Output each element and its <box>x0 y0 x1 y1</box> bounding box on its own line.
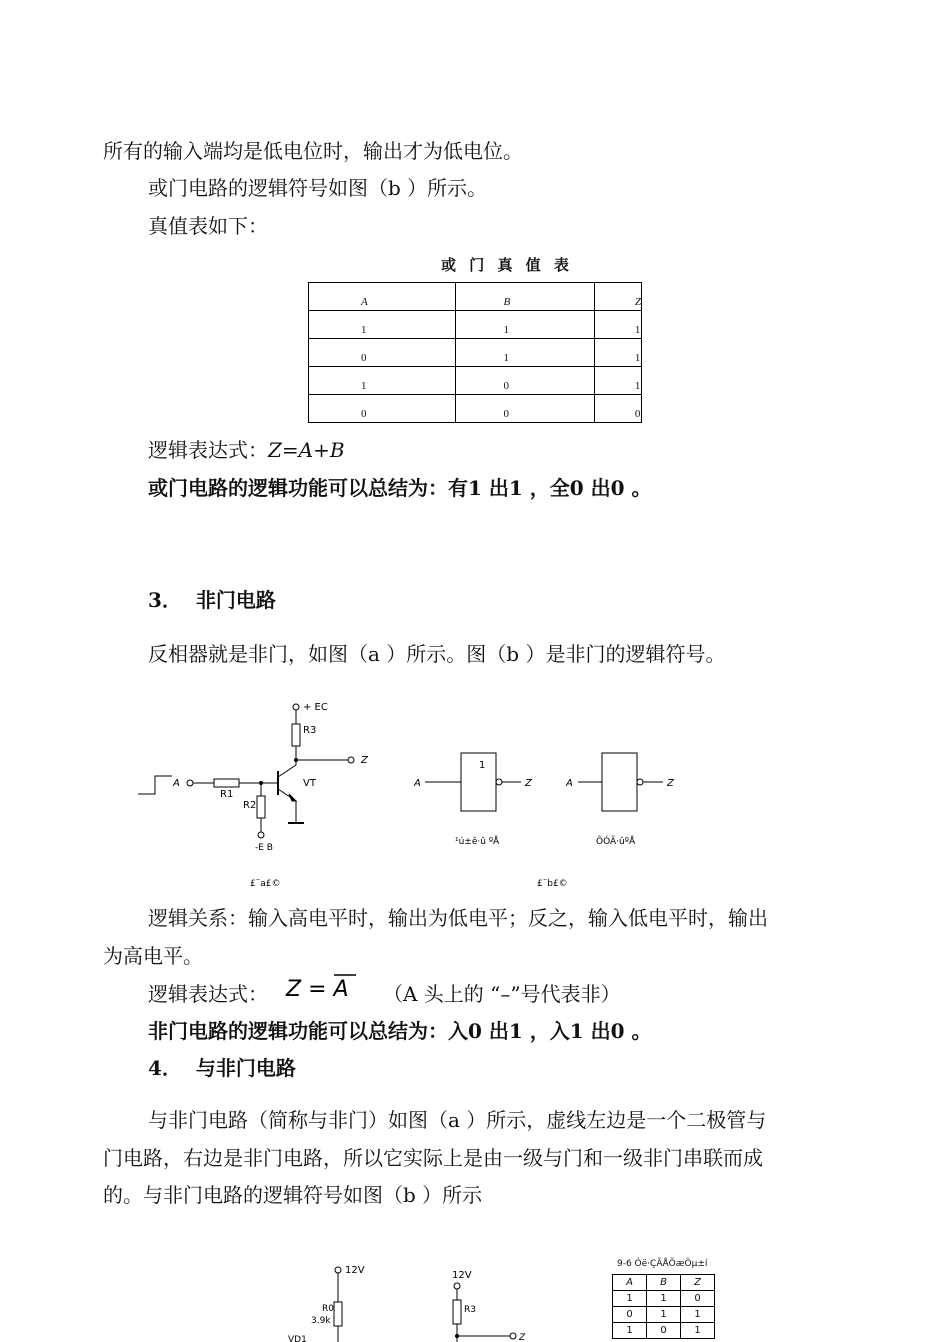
table-cell: 0 <box>594 395 641 423</box>
table-cell: 1 <box>455 311 594 339</box>
table-header-cell: B <box>455 283 594 311</box>
z-label: Z <box>667 778 674 789</box>
r1-label: R1 <box>220 789 234 800</box>
r3-label: R3 <box>464 1305 476 1315</box>
table-header-cell: A <box>309 283 456 311</box>
paragraph-line: 反相器就是非门，如图（a ）所示。图（b ）是非门的逻辑符号。 <box>148 642 726 666</box>
eb-label: -E B <box>255 843 273 853</box>
resistor-r3 <box>453 1300 461 1324</box>
r0-label: R0 <box>322 1304 334 1314</box>
a-label: A <box>566 778 573 789</box>
paragraph-line: 为高电平。 <box>103 944 203 968</box>
paragraph-line: 真值表如下： <box>148 214 268 238</box>
expression-formula: Z=A+B <box>268 438 345 462</box>
table-cell: 0 <box>647 1323 681 1339</box>
symbol-caption: ¹ú±ê·û ºÅ <box>455 837 500 847</box>
vt-label: VT <box>303 778 316 789</box>
table-cell: 1 <box>681 1307 715 1323</box>
z-label: Z <box>525 778 532 789</box>
section-title: 非门电路 <box>195 588 276 612</box>
z-label: Z <box>519 1333 526 1342</box>
table-cell: 0 <box>455 367 594 395</box>
table-title: 或 门 真 值 表 <box>441 256 573 274</box>
table-header-cell: Z <box>681 1275 715 1291</box>
table-cell: 0 <box>455 395 594 423</box>
table-row <box>613 1323 715 1339</box>
figure-caption-a: £¨a£© <box>250 879 281 889</box>
table-row <box>613 1307 715 1323</box>
summary-line: 或门电路的逻辑功能可以总结为：有1 出1 ，全0 出0 。 <box>148 476 652 500</box>
paragraph-line: 与非门电路（简称与非门）如图（a ）所示，虚线左边是一个二极管与 <box>148 1108 767 1132</box>
r0-value: 3.9k <box>311 1316 331 1326</box>
table-cell: 0 <box>613 1307 647 1323</box>
supply-label: 12V <box>345 1265 365 1276</box>
table-header-cell: B <box>647 1275 681 1291</box>
not-expression-formula: Z = A <box>286 977 349 1002</box>
supply-label: 12V <box>452 1270 472 1281</box>
table-cell: 1 <box>613 1291 647 1307</box>
vd1-label: VD1 <box>288 1335 307 1342</box>
table-row <box>613 1291 715 1307</box>
supply-terminal <box>454 1283 460 1289</box>
vc-label: + EC <box>303 702 328 713</box>
section-number: 4． <box>148 1056 182 1080</box>
table-cell: 0 <box>309 339 456 367</box>
table-header-row <box>613 1275 715 1291</box>
paragraph-line: 门电路，右边是非门电路，所以它实际上是由一级与门和一级非门串联而成 <box>103 1146 763 1170</box>
paragraph-line: 逻辑关系：输入高电平时，输出为低电平；反之，输入低电平时，输出 <box>148 906 768 930</box>
table-cell: 1 <box>594 339 641 367</box>
expression-note: （A 头上的 “–”号代表非） <box>383 982 621 1006</box>
supply-terminal <box>335 1267 341 1273</box>
table-header-cell: Z <box>594 283 641 311</box>
resistor-r0 <box>334 1302 342 1326</box>
r2-label: R2 <box>243 800 257 811</box>
table-cell: 1 <box>647 1307 681 1323</box>
symbol-caption: ÔÓÃ·ûºÅ <box>596 837 636 847</box>
table-cell: 1 <box>681 1323 715 1339</box>
output-terminal <box>510 1333 516 1339</box>
table-cell: 0 <box>309 395 456 423</box>
nand-truth-table <box>612 1274 715 1339</box>
nand-table-caption: 9-6 Óë·ÇÃÅÕæÖµ±í <box>617 1259 708 1269</box>
table-cell: 1 <box>455 339 594 367</box>
paragraph-line: 的。与非门电路的逻辑符号如图（b ）所示 <box>103 1183 483 1207</box>
section-title: 与非门电路 <box>195 1056 296 1080</box>
figure-caption-b: £¨b£© <box>537 879 568 889</box>
section-number: 3． <box>148 588 182 612</box>
r3-label: R3 <box>303 725 317 736</box>
table-cell: 1 <box>613 1323 647 1339</box>
paragraph-line: 或门电路的逻辑符号如图（b ）所示。 <box>148 176 488 200</box>
a-label: A <box>414 778 421 789</box>
expression-label: 逻辑表达式： <box>148 438 268 462</box>
table-cell: 0 <box>681 1291 715 1307</box>
paragraph-line: 所有的输入端均是低电位时，输出才为低电位。 <box>103 139 523 163</box>
table-cell: 1 <box>594 311 641 339</box>
a-label: A <box>173 778 180 789</box>
table-cell: 1 <box>647 1291 681 1307</box>
table-cell: 1 <box>309 311 456 339</box>
z-label: Z <box>361 755 368 766</box>
table-header-cell: A <box>613 1275 647 1291</box>
summary-line: 非门电路的逻辑功能可以总结为：入0 出1 ，入1 出0 。 <box>148 1019 652 1043</box>
table-cell: 1 <box>309 367 456 395</box>
table-cell: 1 <box>594 367 641 395</box>
gate-one-label: 1 <box>479 760 486 771</box>
expression-label: 逻辑表达式： <box>148 982 268 1006</box>
